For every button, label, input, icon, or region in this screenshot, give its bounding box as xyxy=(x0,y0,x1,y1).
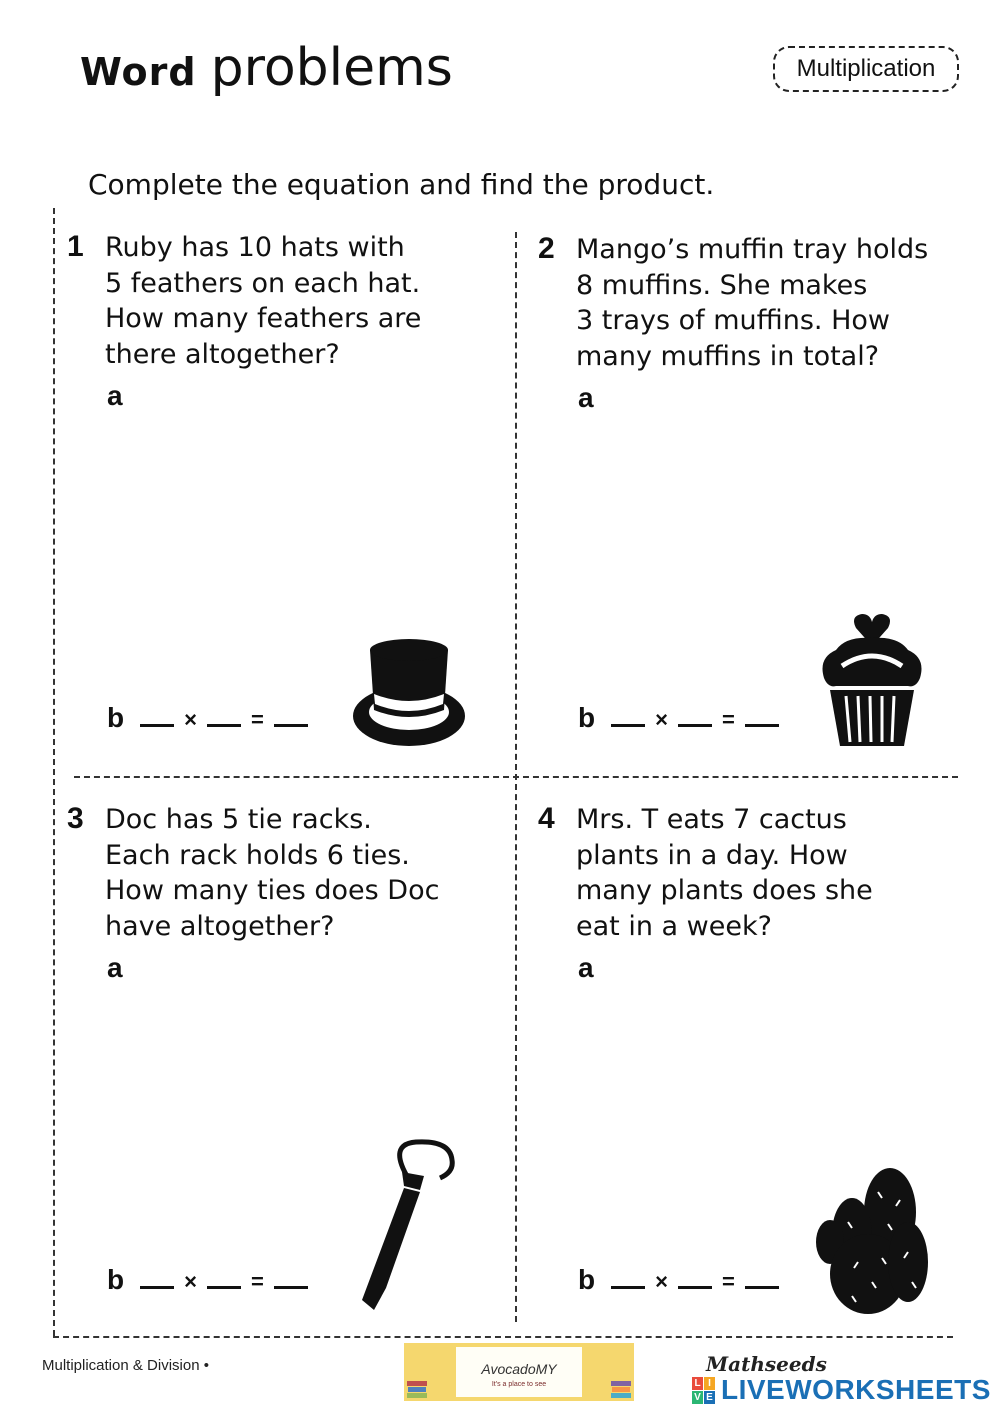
part-b-label: b xyxy=(578,702,596,733)
banner-brand: AvocadoMY xyxy=(481,1361,557,1377)
factor-1-blank[interactable] xyxy=(140,706,174,727)
problem-4 xyxy=(538,802,996,1322)
live-tile: L xyxy=(692,1377,703,1390)
times-sign: × xyxy=(655,707,668,732)
topic-badge: Multiplication xyxy=(773,46,959,92)
bottom-border xyxy=(53,1336,953,1338)
equation-row xyxy=(107,1264,314,1296)
cactus-icon xyxy=(808,1162,932,1314)
question-line: many muffins in total? xyxy=(576,340,880,372)
live-tile: V xyxy=(692,1391,703,1404)
title-word-1: Word xyxy=(80,50,197,94)
factor-1-blank[interactable] xyxy=(140,1268,174,1289)
necktie-icon xyxy=(358,1138,468,1314)
question-line: Mango’s muffin tray holds xyxy=(576,234,929,265)
question-line: Mrs. T eats 7 cactus xyxy=(576,804,847,835)
question-line: 3 trays of muffins. How xyxy=(576,305,890,336)
factor-2-blank[interactable] xyxy=(207,706,241,727)
part-b-label: b xyxy=(107,1264,125,1295)
question-line: Each rack holds 6 ties. xyxy=(105,839,410,871)
question-line: 8 muffins. She makes xyxy=(576,269,868,301)
liveworksheets-logo[interactable] xyxy=(692,1375,991,1405)
problem-2 xyxy=(538,232,996,752)
question-line: plants in a day. How xyxy=(576,839,848,871)
factor-1-blank[interactable] xyxy=(611,1268,645,1289)
left-border xyxy=(53,208,55,1336)
part-a-label: a xyxy=(107,952,123,983)
factor-1-blank[interactable] xyxy=(611,706,645,727)
question-line: there altogether? xyxy=(105,338,340,370)
times-sign: × xyxy=(655,1269,668,1294)
title-word-2: problems xyxy=(210,38,453,98)
part-b-label: b xyxy=(107,702,125,733)
question-line: eat in a week? xyxy=(576,910,772,942)
banner-tagline: It's a place to see xyxy=(491,1381,547,1388)
question-line: How many feathers are xyxy=(105,303,422,334)
live-tile: I xyxy=(704,1377,715,1390)
times-sign: × xyxy=(184,1269,197,1294)
equation-row xyxy=(578,702,785,734)
factor-2-blank[interactable] xyxy=(678,1268,712,1289)
live-tile: E xyxy=(704,1391,715,1404)
equals-sign: = xyxy=(721,1269,735,1294)
equation-row xyxy=(578,1264,785,1296)
page-title xyxy=(80,38,453,98)
part-a-label: a xyxy=(107,380,123,411)
product-blank[interactable] xyxy=(274,706,308,727)
part-a-label: a xyxy=(578,382,594,413)
question-line: many plants does she xyxy=(576,875,873,906)
problem-number: 2 xyxy=(538,232,555,265)
factor-2-blank[interactable] xyxy=(207,1268,241,1289)
banner-logo xyxy=(456,1347,582,1397)
top-hat-icon xyxy=(350,632,468,750)
question-line: Ruby has 10 hats with xyxy=(105,232,405,263)
product-blank[interactable] xyxy=(274,1268,308,1289)
instruction-text: Complete the equation and find the product. xyxy=(88,168,715,201)
middle-divider xyxy=(74,776,958,778)
part-b-label: b xyxy=(578,1264,596,1295)
question-text xyxy=(105,230,525,372)
times-sign: × xyxy=(184,707,197,732)
factor-2-blank[interactable] xyxy=(678,706,712,727)
problem-number: 1 xyxy=(67,230,84,263)
liveworksheets-wordmark: LIVEWORKSHEETS xyxy=(721,1374,991,1405)
question-line: Doc has 5 tie racks. xyxy=(105,804,372,835)
cupcake-icon xyxy=(816,608,928,750)
question-line: have altogether? xyxy=(105,910,335,942)
equals-sign: = xyxy=(721,707,735,732)
books-icon xyxy=(406,1377,428,1399)
question-text xyxy=(105,802,525,944)
equals-sign: = xyxy=(250,1269,264,1294)
equals-sign: = xyxy=(250,707,264,732)
part-a-label: a xyxy=(578,952,594,983)
avocado-banner xyxy=(404,1343,634,1401)
problem-number: 4 xyxy=(538,802,555,835)
problem-number: 3 xyxy=(67,802,84,835)
question-text xyxy=(576,802,996,944)
question-line: 5 feathers on each hat. xyxy=(105,267,421,299)
footer-topic: Multiplication & Division • xyxy=(42,1357,209,1374)
live-tiles xyxy=(692,1377,715,1404)
product-blank[interactable] xyxy=(745,1268,779,1289)
question-text xyxy=(576,232,996,374)
product-blank[interactable] xyxy=(745,706,779,727)
equation-row xyxy=(107,702,314,734)
question-line: How many ties does Doc xyxy=(105,875,440,906)
mathseeds-logo: Mathseeds xyxy=(706,1352,827,1376)
books-icon xyxy=(610,1377,632,1399)
